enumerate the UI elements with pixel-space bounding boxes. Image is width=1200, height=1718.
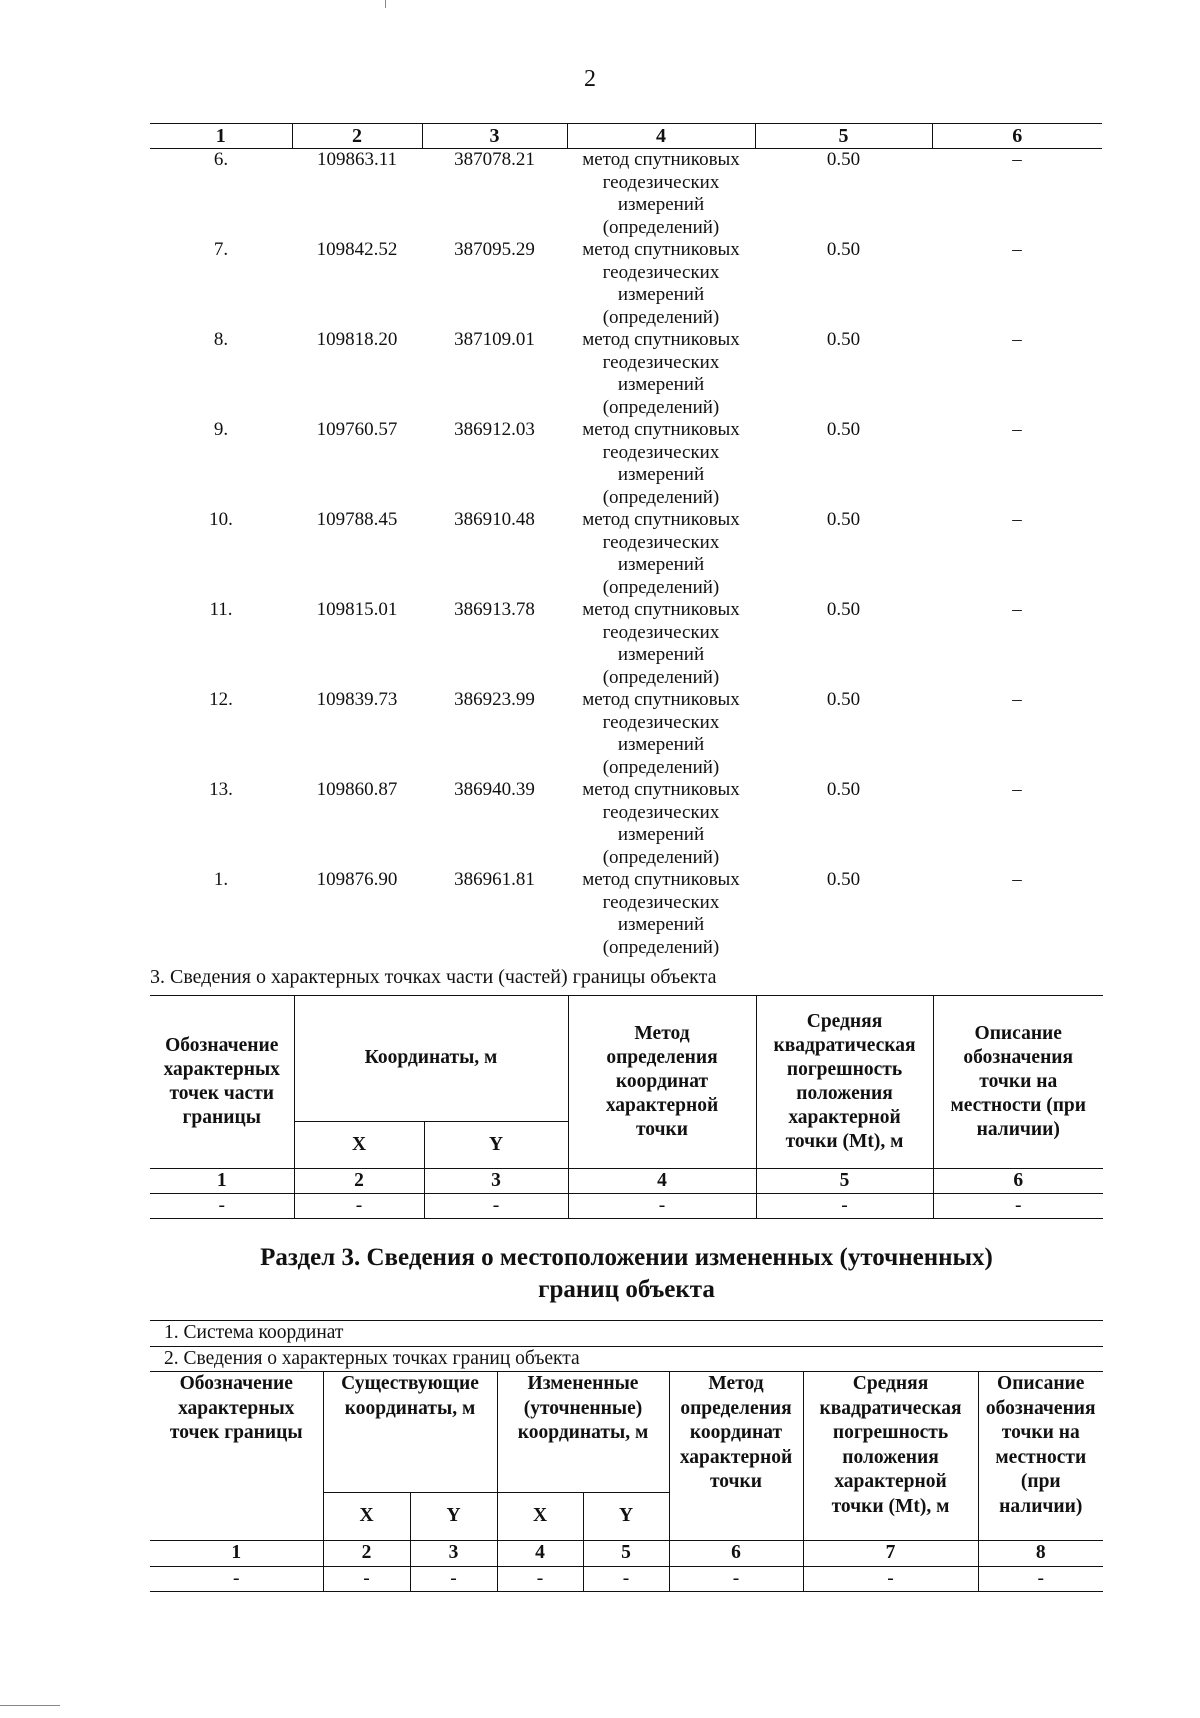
header-cell: 5 (755, 124, 932, 149)
description-cell: – (1012, 869, 1022, 890)
table-row (150, 869, 1102, 959)
point-number-cell: 9. (213, 419, 229, 440)
index-cell: 2 (294, 1169, 424, 1194)
table-row (150, 779, 1102, 869)
method-line: метод спутниковых (582, 779, 740, 800)
method-line: измерений (617, 464, 705, 485)
table-cell: - (669, 1566, 803, 1592)
header-text: квадратическая (773, 1035, 916, 1056)
header-x-changed: X (497, 1493, 583, 1541)
method-cell (567, 869, 755, 959)
y-coordinate-cell: 386910.48 (454, 509, 535, 530)
y-coordinate-cell: 387078.21 (454, 149, 535, 170)
method-cell (567, 329, 755, 419)
section-title-part-points: 3. Сведения о характерных точках части (частей) границы объекта (150, 966, 717, 988)
header-cell: 3 (422, 124, 567, 149)
method-line: геодезических (602, 171, 720, 193)
x-coordinate-cell: 109860.87 (316, 779, 398, 800)
y-coordinate-cell: 387095.29 (454, 239, 535, 260)
method-line: (определений) (602, 936, 720, 958)
scan-artifact-tick (385, 0, 386, 8)
header-text: характерных (163, 1059, 280, 1080)
header-point-designation (150, 1372, 323, 1541)
header-text: наличии) (999, 1495, 1083, 1517)
header-cell: 6 (932, 124, 1102, 149)
method-cell (567, 779, 755, 869)
header-y-changed: Y (583, 1493, 669, 1541)
point-number-cell: 10. (209, 509, 233, 530)
header-x-existing: X (323, 1493, 410, 1541)
index-cell: 3 (410, 1541, 497, 1567)
table-cell: - (323, 1566, 410, 1592)
description-cell: – (1012, 149, 1022, 170)
part-boundary-points-table (150, 995, 1103, 1219)
table-row (150, 509, 1102, 599)
table-header-row (150, 124, 1102, 149)
table-row (150, 419, 1102, 509)
x-coordinate-cell: 109815.01 (316, 599, 398, 620)
header-x: X (294, 1121, 424, 1168)
header-existing-coordinates (323, 1372, 497, 1493)
coordinate-system-label: 1. Система координат (150, 1321, 1103, 1347)
header-cell: 2 (292, 124, 422, 149)
mt-cell: 0.50 (826, 149, 861, 170)
mt-cell: 0.50 (826, 779, 861, 800)
header-text: обозначения (963, 1047, 1074, 1068)
header-text: характерной (788, 1107, 901, 1128)
header-text: погрешность (832, 1422, 949, 1443)
header-text: Описание (974, 1023, 1062, 1044)
method-cell (567, 149, 755, 240)
method-line: геодезических (602, 621, 720, 643)
header-text: характерной (834, 1471, 947, 1492)
header-text: координаты, м (517, 1422, 649, 1443)
header-text: характерных (178, 1397, 295, 1419)
header-text: (уточненные) (523, 1397, 643, 1419)
header-text: Описание (997, 1373, 1085, 1394)
header-text: местности (995, 1446, 1087, 1468)
header-text: (при (1020, 1471, 1061, 1492)
header-method (568, 996, 756, 1169)
header-text: точек части (169, 1083, 275, 1104)
method-line: геодезических (602, 531, 720, 553)
description-cell: – (1012, 419, 1022, 440)
method-cell (567, 599, 755, 689)
header-text: наличии) (976, 1119, 1060, 1140)
section-heading-line1: Раздел 3. Сведения о местоположении измененных (уточненных) (260, 1244, 993, 1271)
method-line: (определений) (602, 306, 720, 328)
header-text: погрешность (786, 1059, 903, 1080)
header-text: положения (842, 1446, 939, 1468)
method-cell (567, 239, 755, 329)
description-cell: – (1012, 779, 1022, 800)
method-line: (определений) (602, 756, 720, 778)
header-text: точки (Mt), м (831, 1495, 950, 1517)
header-text: характерной (679, 1446, 793, 1468)
method-cell (567, 689, 755, 779)
header-text: границы (182, 1107, 261, 1128)
table-row (150, 599, 1102, 689)
header-y-existing: Y (410, 1493, 497, 1541)
header-text: Средняя (806, 1011, 883, 1032)
index-cell: 4 (568, 1169, 756, 1194)
description-cell: – (1012, 689, 1022, 710)
method-line: геодезических (602, 261, 720, 283)
table-cell: - (150, 1566, 323, 1592)
index-cell: 5 (756, 1169, 933, 1194)
coordinate-system-row (150, 1321, 1103, 1347)
x-coordinate-cell: 109788.45 (316, 509, 398, 530)
header-text: местности (при (950, 1095, 1087, 1116)
y-coordinate-cell: 386923.99 (454, 689, 535, 710)
table-header-row (150, 996, 1103, 1122)
method-line: измерений (617, 824, 705, 845)
point-number-cell: 6. (213, 149, 229, 170)
method-line: измерений (617, 734, 705, 755)
header-text: точки (635, 1119, 689, 1140)
header-coordinates: Координаты, м (294, 996, 568, 1122)
method-line: (определений) (602, 216, 720, 238)
description-cell: – (1012, 329, 1022, 350)
table-row (150, 149, 1102, 240)
index-cell: 6 (669, 1541, 803, 1567)
table-index-row (150, 1169, 1103, 1194)
index-cell: 1 (150, 1541, 323, 1567)
table-cell: - (294, 1194, 424, 1219)
index-cell: 1 (150, 1169, 294, 1194)
table-row (150, 239, 1102, 329)
method-line: метод спутниковых (582, 509, 740, 530)
table-cell: - (756, 1194, 933, 1219)
method-line: геодезических (602, 441, 720, 463)
method-line: метод спутниковых (582, 149, 740, 170)
header-text: Метод (708, 1373, 764, 1394)
mt-cell: 0.50 (826, 329, 861, 350)
index-cell: 5 (583, 1541, 669, 1567)
table-cell: - (424, 1194, 568, 1219)
mt-cell: 0.50 (826, 239, 861, 260)
method-line: (определений) (602, 576, 720, 598)
description-cell: – (1012, 599, 1022, 620)
method-line: геодезических (602, 711, 720, 733)
table-header-row (150, 1372, 1103, 1493)
header-cell: 4 (567, 124, 755, 149)
header-text: обозначения (985, 1397, 1096, 1419)
method-line: измерений (617, 644, 705, 665)
header-description (933, 996, 1103, 1169)
header-text: координаты, м (344, 1397, 476, 1419)
index-cell: 2 (323, 1541, 410, 1567)
index-cell: 8 (978, 1541, 1103, 1567)
method-line: геодезических (602, 801, 720, 823)
method-line: метод спутниковых (582, 599, 740, 620)
method-line: (определений) (602, 846, 720, 868)
header-text: координат (615, 1071, 709, 1092)
point-number-cell: 13. (209, 779, 233, 800)
table-index-row (150, 1541, 1103, 1567)
method-line: метод спутниковых (582, 239, 740, 260)
header-point-designation (150, 996, 294, 1169)
header-text: координат (689, 1422, 783, 1443)
table-cell: - (410, 1566, 497, 1592)
header-text: точки (Mt), м (785, 1131, 904, 1152)
table-cell: - (933, 1194, 1103, 1219)
mt-cell: 0.50 (826, 599, 861, 620)
table-row (150, 1194, 1103, 1219)
table-cell: - (568, 1194, 756, 1219)
header-text: Обозначение (165, 1035, 279, 1056)
index-cell: 4 (497, 1541, 583, 1567)
y-coordinate-cell: 386961.81 (454, 869, 535, 890)
table-row (150, 689, 1102, 779)
header-text: Метод (634, 1023, 690, 1044)
method-line: измерений (617, 284, 705, 305)
x-coordinate-cell: 109842.52 (316, 239, 398, 260)
points-title-label: 2. Сведения о характерных точках границ объекта (150, 1346, 1103, 1372)
table-row (150, 329, 1102, 419)
y-coordinate-cell: 386940.39 (454, 779, 535, 800)
description-cell: – (1012, 239, 1022, 260)
method-line: (определений) (602, 396, 720, 418)
table-cell: - (497, 1566, 583, 1592)
x-coordinate-cell: 109876.90 (316, 869, 398, 890)
index-cell: 6 (933, 1169, 1103, 1194)
points-title-row (150, 1346, 1103, 1372)
point-number-cell: 1. (213, 869, 229, 890)
table-cell: - (150, 1194, 294, 1219)
description-cell: – (1012, 509, 1022, 530)
y-coordinate-cell: 386913.78 (454, 599, 535, 620)
header-mt (756, 996, 933, 1169)
table-row (150, 1566, 1103, 1592)
mt-cell: 0.50 (826, 509, 861, 530)
method-cell (567, 509, 755, 599)
point-number-cell: 11. (209, 599, 233, 620)
mt-cell: 0.50 (826, 419, 861, 440)
point-number-cell: 12. (209, 689, 233, 710)
header-cell: 1 (150, 124, 292, 149)
table-cell: - (803, 1566, 978, 1592)
x-coordinate-cell: 109760.57 (316, 419, 398, 440)
method-line: метод спутниковых (582, 869, 740, 890)
header-text: характерной (605, 1095, 719, 1116)
scan-artifact-line (0, 1705, 60, 1706)
changed-boundary-points-table (150, 1320, 1103, 1592)
method-cell (567, 419, 755, 509)
header-text: точек границы (169, 1422, 303, 1443)
index-cell: 7 (803, 1541, 978, 1567)
page-number: 2 (584, 66, 596, 92)
table-cell: - (583, 1566, 669, 1592)
header-text: точки (709, 1471, 763, 1492)
header-text: точки на (979, 1071, 1058, 1092)
header-changed-coordinates (497, 1372, 669, 1493)
header-text: Измененные (527, 1373, 639, 1394)
header-y: Y (424, 1121, 568, 1168)
header-text: положения (796, 1083, 893, 1104)
index-cell: 3 (424, 1169, 568, 1194)
method-line: измерений (617, 914, 705, 935)
header-description (978, 1372, 1103, 1541)
table-cell: - (978, 1566, 1103, 1592)
method-line: метод спутниковых (582, 329, 740, 350)
mt-cell: 0.50 (826, 869, 861, 890)
y-coordinate-cell: 386912.03 (454, 419, 535, 440)
header-text: определения (680, 1397, 792, 1419)
header-mt (803, 1372, 978, 1541)
x-coordinate-cell: 109863.11 (316, 149, 398, 170)
x-coordinate-cell: 109818.20 (316, 329, 398, 350)
section-heading-line2: границ объекта (538, 1276, 715, 1303)
coordinates-table-continuation (150, 123, 1102, 959)
x-coordinate-cell: 109839.73 (316, 689, 398, 710)
header-text: Средняя (852, 1373, 929, 1394)
method-line: измерений (617, 554, 705, 575)
mt-cell: 0.50 (826, 689, 861, 710)
method-line: геодезических (602, 351, 720, 373)
method-line: измерений (617, 374, 705, 395)
method-line: (определений) (602, 666, 720, 688)
method-line: геодезических (602, 891, 720, 913)
method-line: метод спутниковых (582, 689, 740, 710)
header-method (669, 1372, 803, 1541)
header-text: точки на (1001, 1422, 1080, 1443)
header-text: квадратическая (819, 1397, 962, 1419)
point-number-cell: 7. (213, 239, 229, 260)
header-text: определения (606, 1047, 718, 1068)
y-coordinate-cell: 387109.01 (454, 329, 535, 350)
header-text: Существующие (341, 1373, 479, 1394)
method-line: (определений) (602, 486, 720, 508)
header-text: Обозначение (179, 1373, 293, 1394)
method-line: метод спутниковых (582, 419, 740, 440)
point-number-cell: 8. (213, 329, 229, 350)
method-line: измерений (617, 194, 705, 215)
